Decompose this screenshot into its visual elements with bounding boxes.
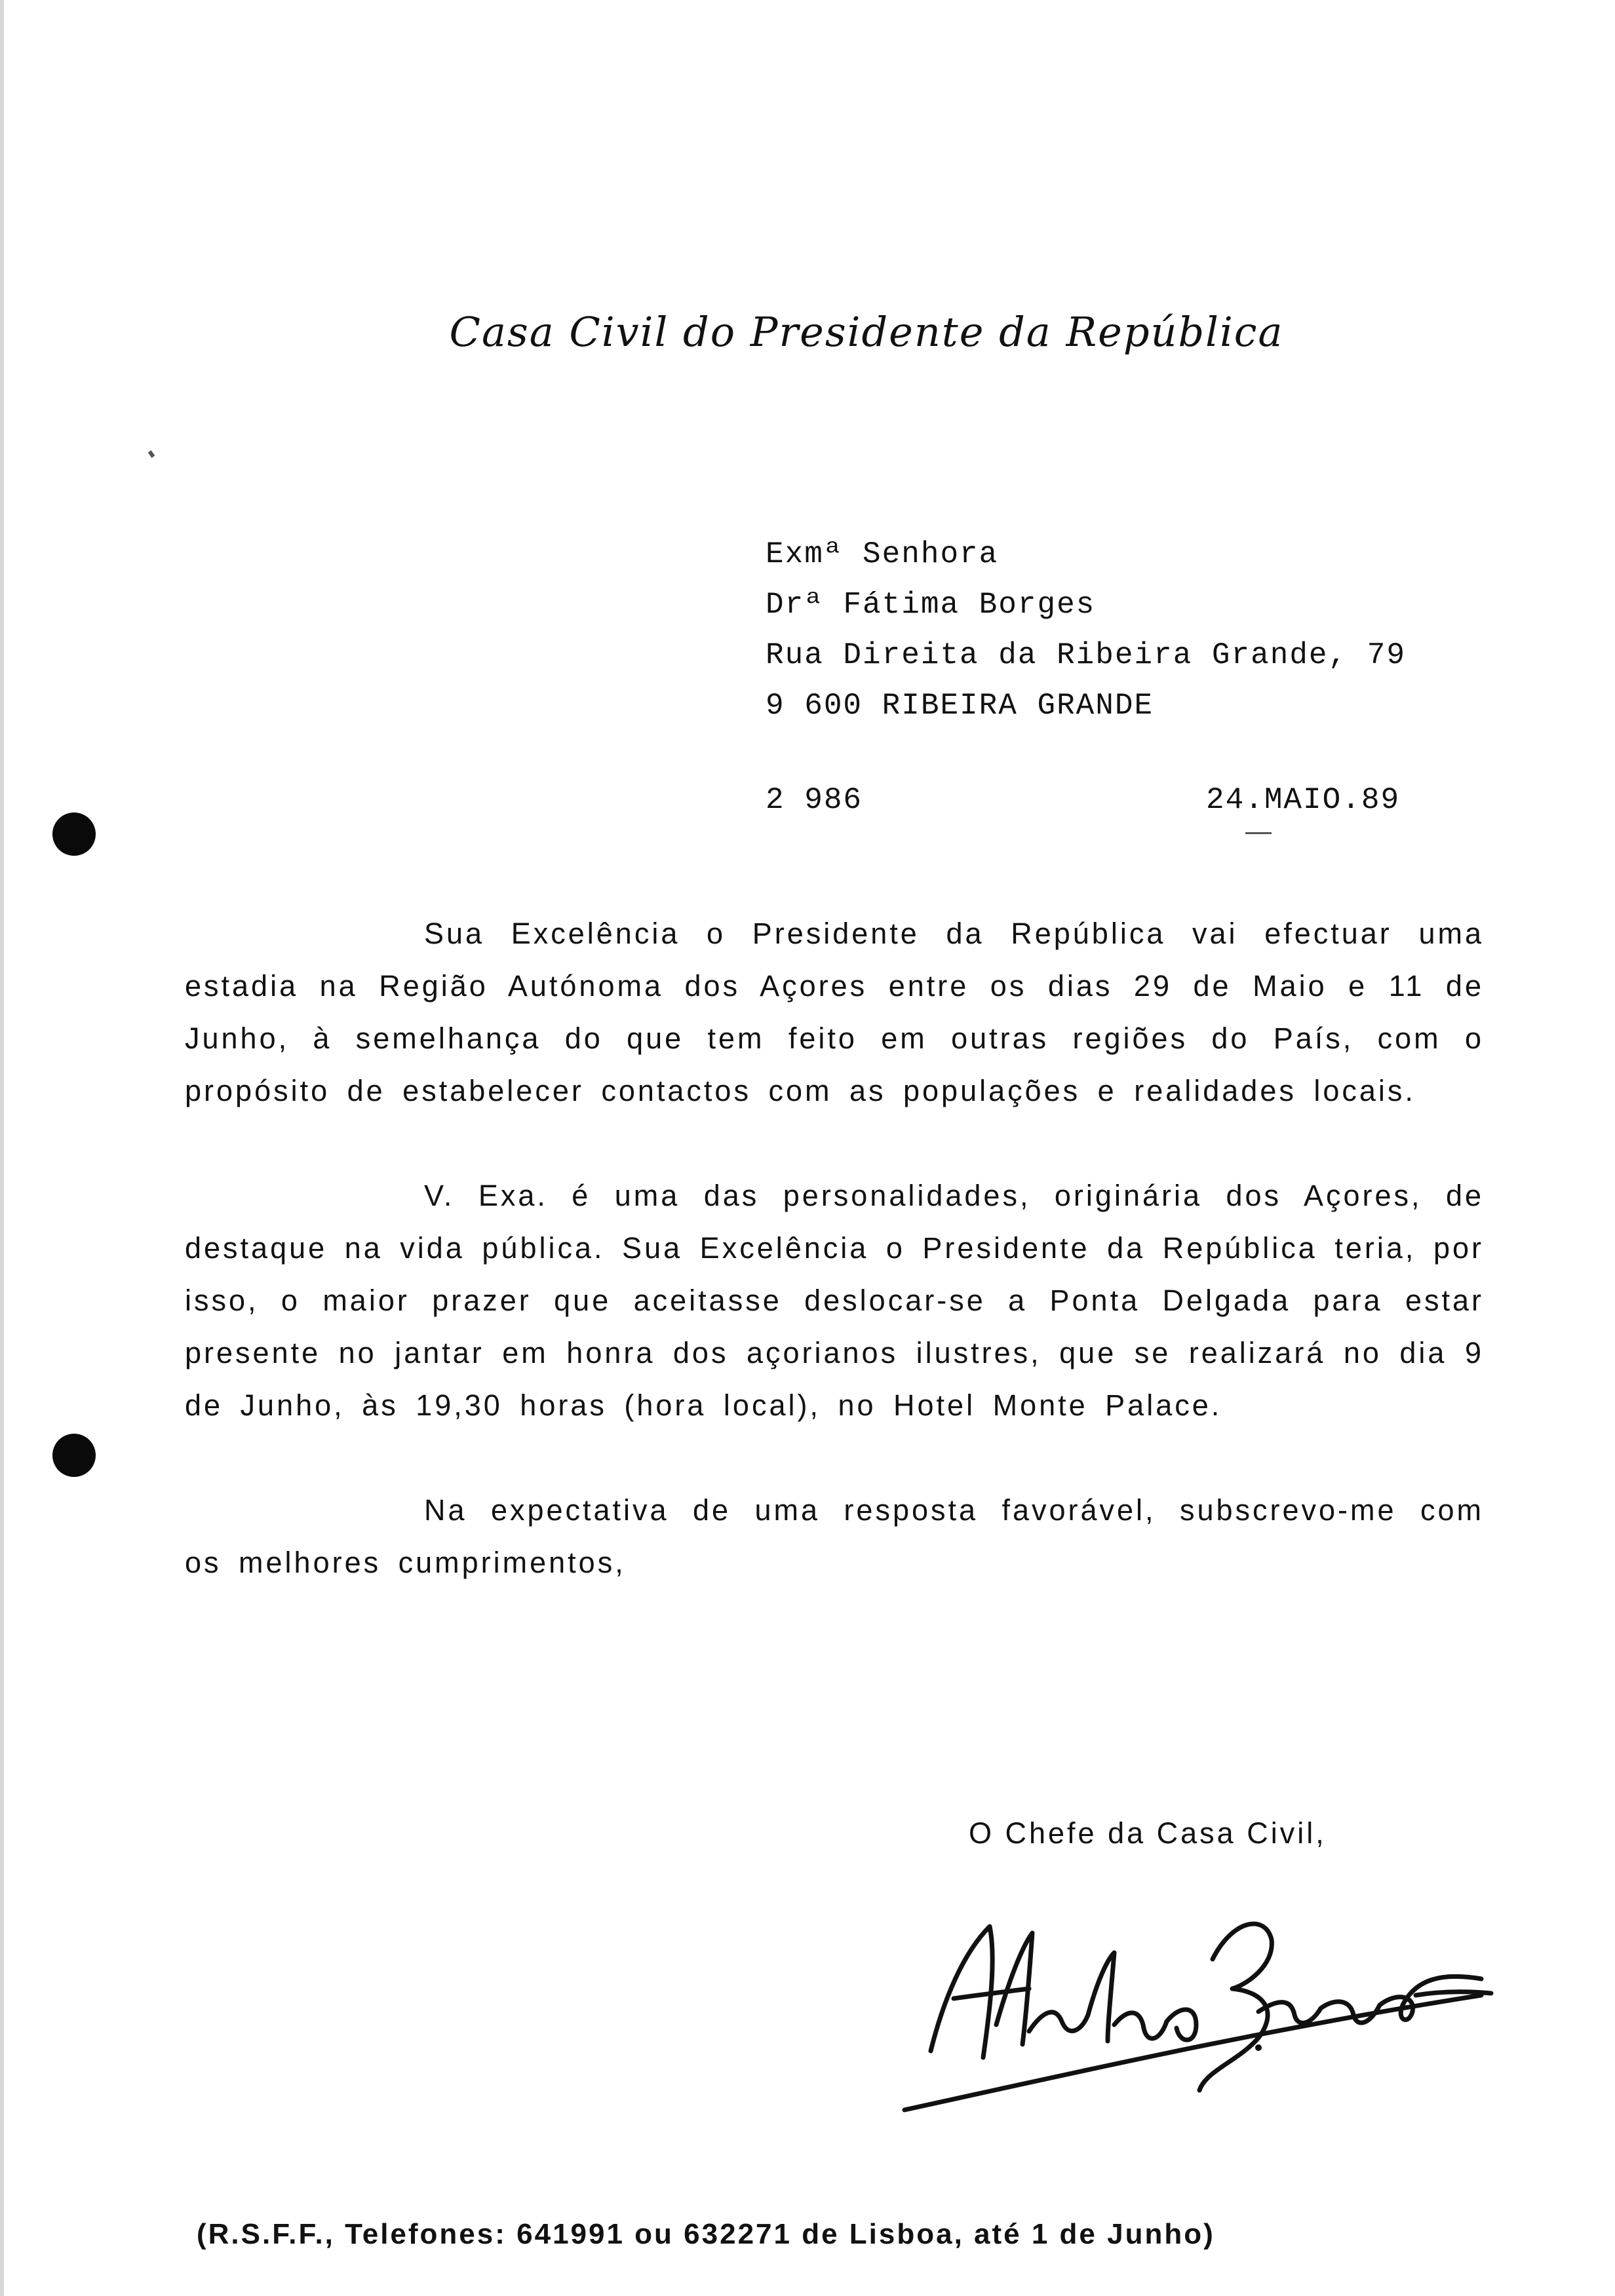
recipient-address [766, 529, 1406, 731]
punch-hole [52, 813, 96, 856]
reference-number: 2 986 [766, 783, 863, 817]
recipient-salutation: Exmª Senhora [766, 537, 999, 571]
footer-note: (R.S.F.F., Telefones: 641991 ou 632271 de Lisboa, até 1 de Junho) [197, 2218, 1215, 2250]
scan-mark [148, 450, 155, 458]
recipient-name: Drª Fátima Borges [766, 588, 1096, 622]
recipient-city: 9 600 RIBEIRA GRANDE [766, 689, 1154, 723]
handwritten-signature [891, 1881, 1501, 2123]
letter-date: 24.MAIO.89 [1206, 783, 1401, 817]
letter-body [185, 908, 1484, 1641]
punch-hole [52, 1434, 96, 1477]
signatory-title: O Chefe da Casa Civil, [969, 1816, 1327, 1850]
letterhead-title: Casa Civil do Presidente da República [449, 308, 1284, 356]
body-paragraph-3: Na expectativa de uma resposta favorável, subscrevo-me com os melhores cumprimentos, [185, 1493, 1484, 1579]
scan-mark [1245, 832, 1272, 834]
recipient-street: Rua Direita da Ribeira Grande, 79 [766, 638, 1406, 672]
body-paragraph-2: V. Exa. é uma das personalidades, originária dos Açores, de destaque na vida pública. Sua Excelência o Presidente da República teria, por isso, o maior prazer que aceitasse deslocar-se a Ponta Delgada para estar presente no jantar em honra dos açorianos ilustres, que se realizará no dia 9 de Junho, às 19,30 horas (hora local), no Hotel Monte Palace. [185, 1179, 1484, 1422]
body-paragraph-1: Sua Excelência o Presidente da República vai efectuar uma estadia na Região Autónoma dos Açores entre os dias 29 de Maio e 11 de Junho, à semelhança do que tem feito em outras regiões do País, com o propósito de estabelecer contactos com as populações e realidades locais. [185, 917, 1484, 1107]
